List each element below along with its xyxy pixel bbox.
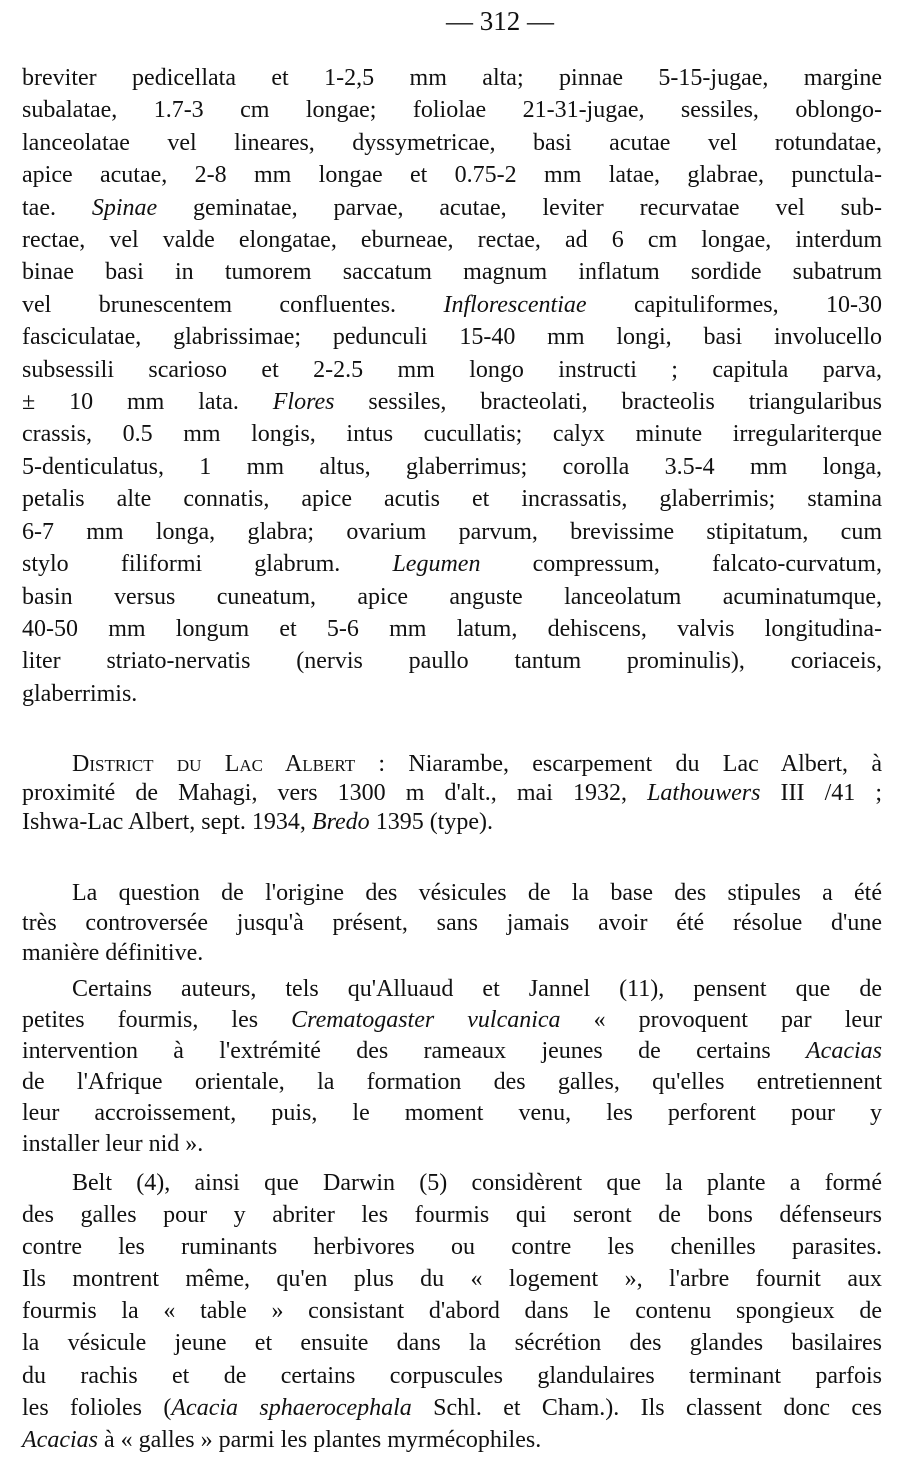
text-segment: crassis, 0.5 mm longis, intus cucullatis; calyx minute irregulariterque (22, 421, 882, 448)
text-line (22, 386, 882, 418)
text-segment: les folioles ( (22, 1394, 172, 1421)
text-segment: ± 10 mm lata. (22, 389, 273, 416)
italic-text: Lathouwers (647, 780, 761, 806)
text-line (22, 1424, 882, 1456)
text-segment: geminatae, parvae, acutae, leviter recurvatae vel sub- (157, 194, 882, 221)
text-segment: 6-7 mm longa, glabra; ovarium parvum, brevissime stipitatum, cum (22, 518, 882, 545)
text-segment: vel brunescentem confluentes. (22, 291, 444, 318)
text-line (22, 645, 882, 677)
text-line (22, 974, 882, 1005)
text-segment: breviter pedicellata et 1-2,5 mm alta; pinnae 5-15-jugae, margine (22, 65, 882, 91)
text-segment: petalis alte connatis, apice acutis et incrassatis, glaberrimis; stamina (22, 486, 882, 513)
text-line (22, 224, 882, 256)
text-line (22, 678, 882, 710)
text-line (22, 750, 882, 779)
text-line (22, 418, 882, 450)
text-line (22, 127, 882, 159)
text-line (22, 516, 882, 548)
text-segment: capituliformes, 10-30 (586, 291, 882, 318)
text-line (22, 1199, 882, 1231)
discussion-paragraph-1 (22, 878, 882, 968)
text-segment: de l'Afrique orientale, la formation des galles, qu'elles entretiennent (22, 1069, 882, 1095)
text-line (22, 1167, 882, 1199)
specimen-locality (22, 750, 882, 837)
text-segment: apice acutae, 2-8 mm longae et 0.75-2 mm latae, glabrae, punctula- (22, 162, 882, 189)
text-line (22, 451, 882, 483)
text-segment: binae basi in tumorem saccatum magnum inflatum sordide subatrum (22, 259, 882, 286)
text-segment: la vésicule jeune et ensuite dans la sécrétion des glandes basilaires (22, 1330, 882, 1357)
species-description (22, 62, 882, 710)
text-line (22, 354, 882, 386)
text-segment: basin versus cuneatum, apice anguste lanceolatum acuminatumque, (22, 583, 882, 610)
text-segment: intervention à l'extrémité des rameaux jeunes de certains (22, 1038, 807, 1064)
text-segment: liter striato-nervatis (nervis paullo tantum prominulis), coriaceis, (22, 648, 882, 675)
text-segment: du rachis et de certains corpuscules glandulaires terminant parfois (22, 1362, 882, 1389)
text-line (22, 321, 882, 353)
text-segment: Ils montrent même, qu'en plus du « logement », l'arbre fournit aux (22, 1266, 882, 1293)
italic-text: Acacias (22, 1426, 98, 1453)
text-line (22, 62, 882, 94)
text-line (22, 1295, 882, 1327)
text-segment: compressum, falcato-curvatum, (480, 551, 882, 578)
text-line (22, 1231, 882, 1263)
text-segment: 1395 (type). (369, 809, 493, 835)
italic-text: Acacias (806, 1038, 882, 1064)
text-line (22, 289, 882, 321)
text-segment: des galles pour y abriter les fourmis qui seront de bons défenseurs (22, 1202, 882, 1229)
text-line (22, 483, 882, 515)
text-segment: proximité de Mahagi, vers 1300 m d'alt., mai 1932, (22, 780, 648, 806)
text-segment: fasciculatae, glabrissimae; pedunculi 15-40 mm longi, basi involucello (22, 324, 882, 351)
text-segment: fourmis la « table » consistant d'abord dans le contenu spongieux de (22, 1298, 882, 1325)
text-segment: : Niarambe, escarpement du Lac Albert, à (355, 751, 882, 777)
text-line (22, 779, 882, 808)
italic-text: Bredo (311, 809, 370, 835)
text-segment: contre les ruminants herbivores ou contre les chenilles parasites. (22, 1234, 882, 1261)
text-segment: tae. (22, 194, 92, 221)
page-number: — 312 — (446, 6, 554, 36)
text-line (22, 808, 882, 837)
text-segment: Belt (4), ainsi que Darwin (5) considèrent que la plante a formé (72, 1170, 882, 1196)
text-line (22, 1129, 882, 1160)
text-segment: installer leur nid ». (22, 1131, 204, 1157)
discussion-paragraph-3 (22, 1167, 882, 1456)
text-segment: à « galles » parmi les plantes myrmécophiles. (97, 1426, 542, 1453)
text-line (22, 1360, 882, 1392)
text-segment: subsessili scarioso et 2-2.5 mm longo instructi ; capitula parva, (22, 356, 882, 383)
italic-text: Flores (272, 389, 335, 416)
text-segment: stylo filiformi glabrum. (22, 551, 393, 578)
small-caps-heading: District du Lac Albert (72, 751, 356, 777)
text-segment: lanceolatae vel lineares, dyssymetricae, basi acutae vel rotundatae, (22, 129, 882, 156)
text-segment: Certains auteurs, tels qu'Alluaud et Jannel (11), pensent que de (72, 976, 882, 1002)
italic-text: Inflorescentiae (443, 291, 587, 318)
italic-text: Acacia sphaerocephala (171, 1394, 412, 1421)
text-segment: subalatae, 1.7-3 cm longae; foliolae 21-31-jugae, sessiles, oblongo- (22, 97, 882, 124)
text-line (22, 1392, 882, 1424)
text-segment: petites fourmis, les (22, 1007, 292, 1033)
italic-text: Legumen (392, 551, 481, 578)
text-line (22, 159, 882, 191)
text-segment: rectae, vel valde elongatae, eburneae, rectae, ad 6 cm longae, interdum (22, 227, 882, 254)
text-segment: 5-denticulatus, 1 mm altus, glaberrimus; corolla 3.5-4 mm longa, (22, 453, 882, 480)
text-line (22, 1005, 882, 1036)
text-line (22, 908, 882, 938)
text-segment: La question de l'origine des vésicules de la base des stipules a été (72, 880, 882, 906)
italic-text: Spinae (91, 194, 158, 221)
text-line (22, 613, 882, 645)
text-line (22, 256, 882, 288)
text-segment: Schl. et Cham.). Ils classent donc ces (411, 1394, 883, 1421)
text-segment: manière définitive. (22, 940, 204, 966)
text-segment: III /41 ; (760, 780, 883, 806)
text-line (22, 1263, 882, 1295)
text-line (22, 548, 882, 580)
text-line (22, 938, 882, 968)
text-line (22, 94, 882, 126)
text-segment: sessiles, bracteolati, bracteolis triangularibus (334, 389, 882, 416)
text-line (22, 1067, 882, 1098)
text-segment: 40-50 mm longum et 5-6 mm latum, dehiscens, valvis longitudina- (22, 615, 882, 642)
text-line (22, 1036, 882, 1067)
text-line (22, 581, 882, 613)
text-segment: leur accroissement, puis, le moment venu, les perforent pour y (22, 1100, 882, 1126)
text-segment: glaberrimis. (22, 680, 138, 707)
text-line (22, 1327, 882, 1359)
text-line (22, 1098, 882, 1129)
discussion-paragraph-2 (22, 974, 882, 1160)
italic-text: Crematogaster vulcanica (291, 1007, 561, 1033)
text-segment: « provoquent par leur (560, 1007, 883, 1033)
text-segment: Ishwa-Lac Albert, sept. 1934, (22, 809, 312, 835)
text-line (22, 192, 882, 224)
text-line (22, 878, 882, 908)
text-segment: très controversée jusqu'à présent, sans jamais avoir été résolue d'une (22, 910, 882, 936)
